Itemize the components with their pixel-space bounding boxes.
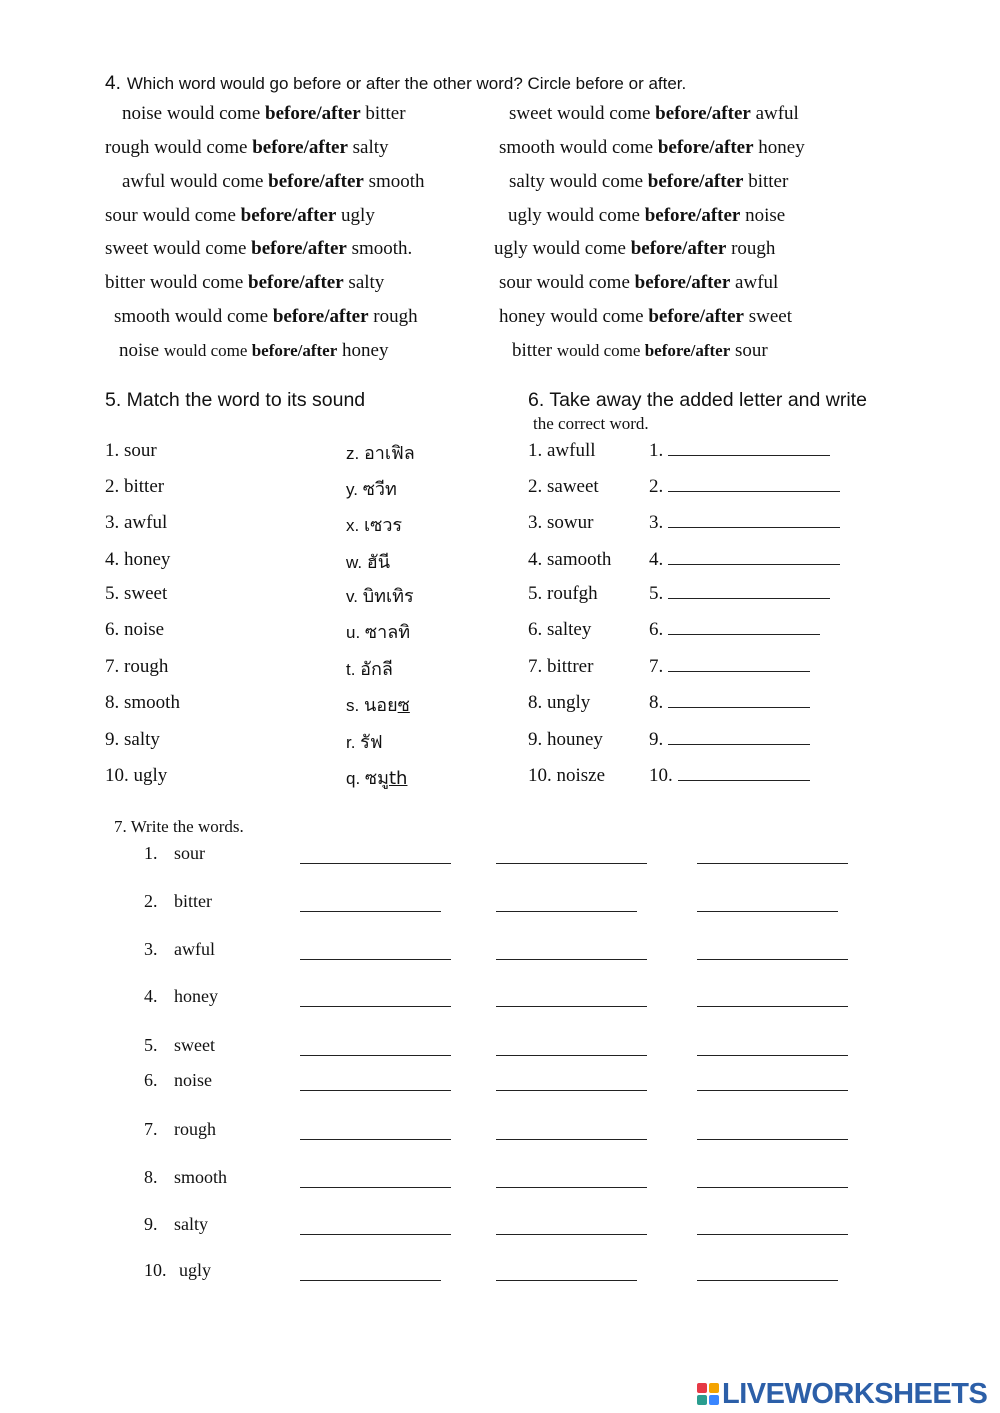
write-item-number: 3. bbox=[144, 939, 158, 959]
word-a: rough bbox=[105, 137, 155, 158]
connector-text: would come bbox=[149, 272, 249, 293]
answer-input[interactable] bbox=[668, 584, 830, 599]
logo-text: LIVEWORKSHEETS bbox=[722, 1377, 988, 1410]
write-line[interactable] bbox=[496, 1006, 647, 1007]
write-line[interactable] bbox=[300, 1280, 441, 1281]
misspelled-word: 5. roufgh bbox=[528, 583, 598, 604]
write-line[interactable] bbox=[300, 1055, 451, 1056]
before-after-choice[interactable]: before/after bbox=[644, 341, 731, 360]
answer-number: 9. bbox=[649, 729, 668, 750]
word-a: sweet bbox=[509, 103, 558, 124]
write-item-word: honey bbox=[174, 986, 218, 1006]
word-b: rough bbox=[726, 238, 776, 259]
write-line[interactable] bbox=[697, 1090, 848, 1091]
section4-instruction-text: Which word would go before or after the other word? Circle before or after. bbox=[126, 74, 687, 93]
word-a: salty bbox=[509, 171, 550, 192]
section4-right-row bbox=[508, 205, 785, 227]
answer-input[interactable] bbox=[678, 766, 810, 781]
write-line[interactable] bbox=[496, 911, 637, 912]
misspelled-word: 4. samooth bbox=[528, 549, 612, 570]
connector-text: would come bbox=[163, 341, 252, 360]
answer-number: 3. bbox=[649, 512, 668, 533]
match-word: 3. awful bbox=[105, 512, 168, 533]
match-sound[interactable] bbox=[346, 438, 415, 467]
logo-square bbox=[697, 1383, 707, 1393]
write-item-number: 7. bbox=[144, 1119, 158, 1139]
section4-left-row bbox=[105, 272, 384, 294]
sound-letter: t. bbox=[346, 660, 361, 679]
answer-input[interactable] bbox=[668, 730, 810, 745]
section6-subheading: the correct word. bbox=[533, 414, 649, 433]
answer-line bbox=[649, 692, 810, 714]
connector-text: would come bbox=[549, 171, 648, 192]
word-a: bitter bbox=[105, 272, 150, 293]
answer-input[interactable] bbox=[668, 550, 840, 565]
write-line[interactable] bbox=[697, 1139, 848, 1140]
match-word: 1. sour bbox=[105, 440, 157, 461]
write-item-number: 1. bbox=[144, 843, 158, 863]
match-sound[interactable] bbox=[346, 727, 383, 756]
write-line[interactable] bbox=[300, 1139, 451, 1140]
word-a: smooth bbox=[499, 137, 560, 158]
connector-text: would come bbox=[153, 238, 252, 259]
write-item-number: 6. bbox=[144, 1070, 158, 1090]
section4-instruction bbox=[105, 73, 686, 95]
section4-right-row bbox=[499, 137, 805, 159]
match-word: 6. noise bbox=[105, 619, 165, 640]
word-b: awful bbox=[750, 103, 799, 124]
before-after-choice[interactable]: before/after bbox=[251, 341, 338, 360]
word-a: sour bbox=[499, 272, 537, 293]
word-b: bitter bbox=[743, 171, 789, 192]
sound-text: บิทเทิร bbox=[362, 586, 414, 607]
word-b: smooth bbox=[363, 171, 425, 192]
section4-right-row bbox=[494, 238, 775, 260]
before-after-choice[interactable]: before/after bbox=[648, 306, 744, 327]
misspelled-word: 2. saweet bbox=[528, 476, 599, 497]
write-item-number: 10. bbox=[144, 1260, 167, 1280]
connector-text: would come bbox=[557, 103, 656, 124]
write-line[interactable] bbox=[496, 863, 647, 864]
sound-underlined: ซ bbox=[397, 695, 410, 716]
sound-text: ฮันี bbox=[366, 552, 391, 573]
match-sound[interactable] bbox=[346, 690, 410, 719]
misspelled-word: 9. houney bbox=[528, 729, 603, 750]
word-a: honey bbox=[499, 306, 551, 327]
match-word: 4. honey bbox=[105, 549, 171, 570]
answer-input[interactable] bbox=[668, 441, 830, 456]
connector-text: would come bbox=[550, 306, 649, 327]
before-after-choice[interactable]: before/after bbox=[634, 272, 731, 293]
answer-number: 7. bbox=[649, 656, 668, 677]
before-after-choice[interactable]: before/after bbox=[657, 137, 754, 158]
sound-text: เซวร bbox=[363, 515, 403, 536]
connector-text: would come bbox=[166, 103, 266, 124]
match-word: 8. smooth bbox=[105, 692, 180, 713]
match-sound[interactable] bbox=[346, 474, 397, 503]
match-sound[interactable] bbox=[346, 547, 390, 576]
write-item-word: awful bbox=[174, 939, 215, 959]
word-a: awful bbox=[122, 171, 171, 192]
sound-letter: y. bbox=[346, 480, 363, 499]
answer-line bbox=[649, 512, 840, 534]
write-line[interactable] bbox=[300, 959, 451, 960]
liveworksheets-logo-icon bbox=[697, 1383, 719, 1405]
misspelled-word: 7. bittrer bbox=[528, 656, 594, 677]
write-line[interactable] bbox=[496, 1234, 647, 1235]
write-item-word: noise bbox=[174, 1070, 212, 1090]
write-line[interactable] bbox=[697, 1055, 848, 1056]
sound-letter: x. bbox=[346, 516, 364, 535]
connector-text: would come bbox=[154, 137, 253, 158]
write-line[interactable] bbox=[300, 1006, 451, 1007]
word-b: smooth. bbox=[346, 238, 413, 259]
answer-line bbox=[649, 656, 810, 678]
word-a: smooth bbox=[114, 306, 175, 327]
section4-number: 4. bbox=[105, 73, 121, 94]
answer-input[interactable] bbox=[668, 620, 820, 635]
write-line[interactable] bbox=[697, 863, 848, 864]
write-item-word: salty bbox=[174, 1214, 208, 1234]
answer-input[interactable] bbox=[668, 477, 840, 492]
answer-line bbox=[649, 440, 830, 462]
word-b: salty bbox=[343, 272, 385, 293]
word-a: ugly bbox=[494, 238, 533, 259]
section4-right-row bbox=[509, 103, 799, 125]
sound-letter: q. bbox=[346, 769, 365, 788]
answer-number: 10. bbox=[649, 765, 678, 786]
section4-left-row bbox=[122, 171, 425, 193]
word-b: awful bbox=[730, 272, 779, 293]
write-line[interactable] bbox=[697, 911, 838, 912]
sound-letter: v. bbox=[346, 587, 363, 606]
section4-left-row bbox=[122, 103, 406, 125]
sound-text: อักลี bbox=[360, 659, 393, 680]
match-sound[interactable] bbox=[346, 763, 407, 792]
write-line[interactable] bbox=[300, 1090, 451, 1091]
logo-square bbox=[709, 1395, 719, 1405]
word-b: honey bbox=[753, 137, 805, 158]
misspelled-word: 8. ungly bbox=[528, 692, 591, 713]
word-b: salty bbox=[347, 137, 389, 158]
sound-text: รัฟ bbox=[360, 732, 383, 753]
word-b: rough bbox=[368, 306, 418, 327]
before-after-choice[interactable]: before/after bbox=[272, 306, 369, 327]
connector-text: would come bbox=[532, 238, 631, 259]
answer-number: 2. bbox=[649, 476, 668, 497]
answer-number: 5. bbox=[649, 583, 668, 604]
section4-right-row bbox=[499, 272, 778, 294]
write-line[interactable] bbox=[300, 1234, 451, 1235]
sound-letter: s. bbox=[346, 696, 364, 715]
write-item-word: sweet bbox=[174, 1035, 215, 1055]
write-item-word: bitter bbox=[174, 891, 212, 911]
connector-text: would come bbox=[170, 171, 269, 192]
write-line[interactable] bbox=[697, 1234, 848, 1235]
before-after-choice[interactable]: before/after bbox=[644, 205, 741, 226]
before-after-choice[interactable]: before/after bbox=[655, 103, 751, 124]
word-b: ugly bbox=[336, 205, 375, 226]
misspelled-word: 6. saltey bbox=[528, 619, 592, 640]
section6-heading: 6. Take away the added letter and write bbox=[528, 389, 867, 411]
before-after-choice[interactable]: before/after bbox=[647, 171, 744, 192]
answer-line bbox=[649, 765, 810, 787]
connector-text: would come bbox=[559, 137, 658, 158]
match-sound[interactable] bbox=[346, 654, 393, 683]
write-line[interactable] bbox=[300, 1187, 451, 1188]
match-sound[interactable] bbox=[346, 581, 414, 610]
match-word: 9. salty bbox=[105, 729, 160, 750]
answer-number: 1. bbox=[649, 440, 668, 461]
sound-letter: u. bbox=[346, 623, 365, 642]
section5-heading: 5. Match the word to its sound bbox=[105, 389, 366, 411]
match-word: 7. rough bbox=[105, 656, 169, 677]
liveworksheets-logo bbox=[697, 1378, 987, 1410]
answer-line bbox=[649, 619, 820, 641]
word-a: sour bbox=[105, 205, 143, 226]
section4-left-row bbox=[105, 137, 389, 159]
write-item-number: 8. bbox=[144, 1167, 158, 1187]
word-a: bitter bbox=[512, 340, 557, 361]
write-line[interactable] bbox=[496, 959, 647, 960]
before-after-choice[interactable]: before/after bbox=[251, 238, 347, 259]
word-a: noise bbox=[122, 103, 167, 124]
word-a: ugly bbox=[508, 205, 547, 226]
write-line[interactable] bbox=[697, 1006, 848, 1007]
answer-number: 4. bbox=[649, 549, 668, 570]
section4-right-row bbox=[509, 171, 788, 193]
match-word: 5. sweet bbox=[105, 583, 168, 604]
write-item-number: 4. bbox=[144, 986, 158, 1006]
answer-line bbox=[649, 583, 830, 605]
write-item-number: 9. bbox=[144, 1214, 158, 1234]
write-item-word: rough bbox=[174, 1119, 216, 1139]
sound-letter: z. bbox=[346, 444, 364, 463]
word-a: sweet bbox=[105, 238, 154, 259]
write-item-word: ugly bbox=[179, 1260, 212, 1280]
sound-text: นอย bbox=[363, 695, 398, 716]
word-b: sweet bbox=[744, 306, 793, 327]
connector-text: would come bbox=[174, 306, 273, 327]
sound-letter: w. bbox=[346, 553, 367, 572]
section4-left-row bbox=[105, 238, 412, 260]
misspelled-word: 1. awfull bbox=[528, 440, 596, 461]
logo-square bbox=[697, 1395, 707, 1405]
sound-text: ซมู bbox=[364, 768, 389, 789]
write-line[interactable] bbox=[496, 1090, 647, 1091]
write-line[interactable] bbox=[496, 1187, 647, 1188]
word-a: noise bbox=[119, 340, 164, 361]
write-item-word: sour bbox=[174, 843, 205, 863]
before-after-choice[interactable]: before/after bbox=[240, 205, 337, 226]
write-line[interactable] bbox=[697, 959, 848, 960]
connector-text: would come bbox=[556, 341, 645, 360]
connector-text: would come bbox=[536, 272, 635, 293]
misspelled-word: 10. noisze bbox=[528, 765, 606, 786]
word-b: noise bbox=[740, 205, 786, 226]
before-after-choice[interactable]: before/after bbox=[248, 272, 344, 293]
answer-input[interactable] bbox=[668, 513, 840, 528]
word-b: bitter bbox=[360, 103, 406, 124]
before-after-choice[interactable]: before/after bbox=[630, 238, 727, 259]
answer-line bbox=[649, 549, 840, 571]
section4-left-row bbox=[119, 340, 388, 362]
before-after-choice[interactable]: before/after bbox=[268, 171, 364, 192]
before-after-choice[interactable]: before/after bbox=[252, 137, 348, 158]
match-word: 2. bitter bbox=[105, 476, 165, 497]
answer-number: 8. bbox=[649, 692, 668, 713]
section4-right-row bbox=[499, 306, 792, 328]
answer-input[interactable] bbox=[668, 657, 810, 672]
match-sound[interactable] bbox=[346, 510, 402, 539]
sound-underlined: th bbox=[389, 768, 408, 789]
write-item-number: 5. bbox=[144, 1035, 158, 1055]
misspelled-word: 3. sowur bbox=[528, 512, 594, 533]
write-item-number: 2. bbox=[144, 891, 158, 911]
answer-line bbox=[649, 476, 840, 498]
connector-text: would come bbox=[546, 205, 645, 226]
sound-text: ซาลทิ bbox=[364, 622, 411, 643]
section4-left-row bbox=[114, 306, 418, 328]
answer-input[interactable] bbox=[668, 693, 810, 708]
sound-letter: r. bbox=[346, 733, 361, 752]
sound-text: ซวีท bbox=[362, 479, 397, 500]
before-after-choice[interactable]: before/after bbox=[265, 103, 361, 124]
write-line[interactable] bbox=[697, 1187, 848, 1188]
logo-square bbox=[709, 1383, 719, 1393]
section7-heading: 7. Write the words. bbox=[114, 817, 244, 836]
connector-text: would come bbox=[142, 205, 241, 226]
write-line[interactable] bbox=[496, 1139, 647, 1140]
answer-number: 6. bbox=[649, 619, 668, 640]
word-b: honey bbox=[337, 340, 389, 361]
write-line[interactable] bbox=[300, 863, 451, 864]
write-item-word: smooth bbox=[174, 1167, 228, 1187]
answer-line bbox=[649, 729, 810, 751]
sound-text: อาเฟิล bbox=[363, 443, 415, 464]
write-line[interactable] bbox=[496, 1055, 647, 1056]
section4-right-row bbox=[512, 340, 768, 362]
match-sound[interactable] bbox=[346, 617, 410, 646]
match-word: 10. ugly bbox=[105, 765, 168, 786]
section4-left-row bbox=[105, 205, 375, 227]
write-line[interactable] bbox=[300, 911, 441, 912]
write-line[interactable] bbox=[496, 1280, 637, 1281]
word-b: sour bbox=[730, 340, 768, 361]
write-line[interactable] bbox=[697, 1280, 838, 1281]
